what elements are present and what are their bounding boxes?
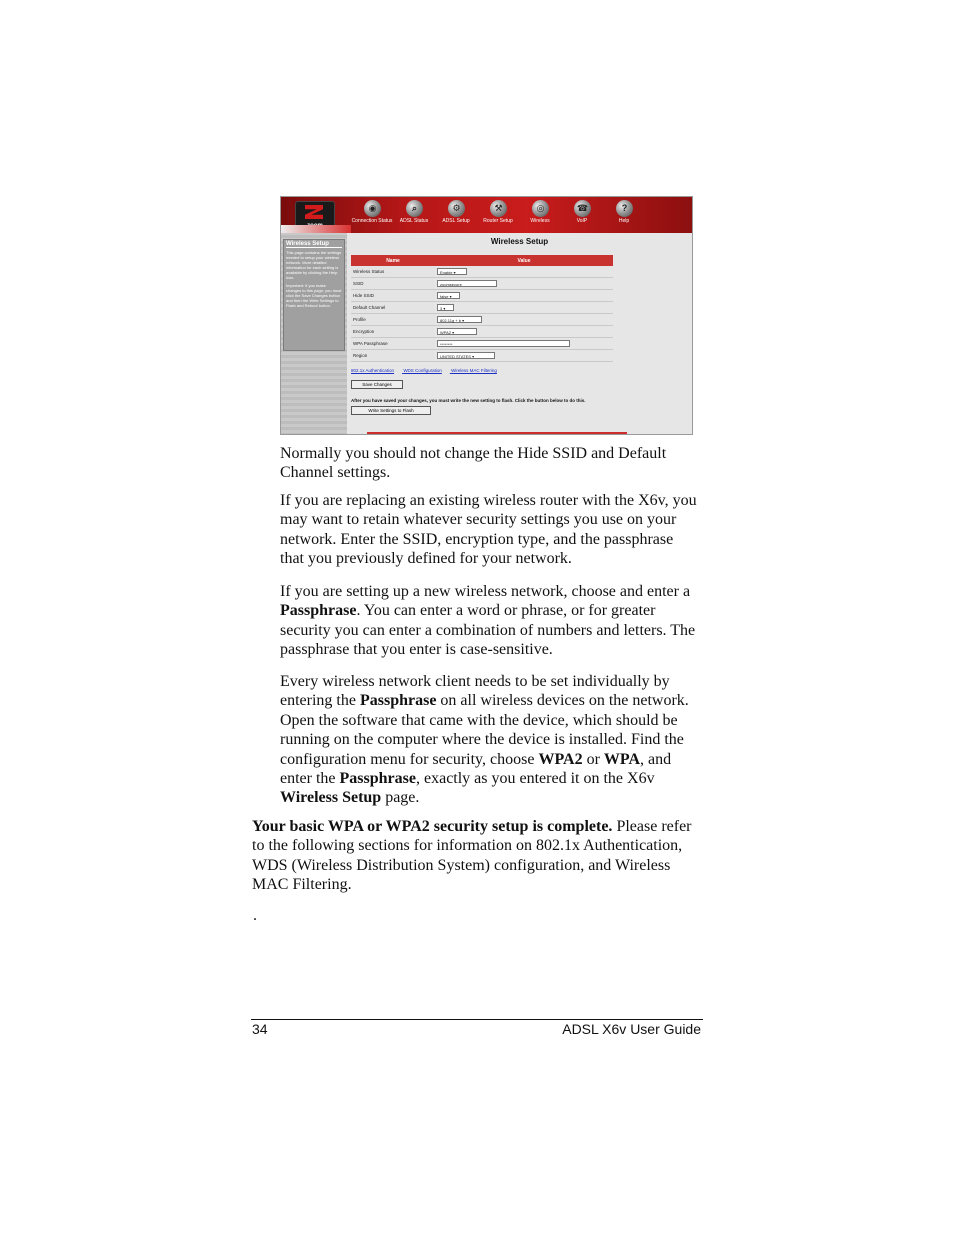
bottom-stripe [367,432,627,434]
bold-passphrase: Passphrase [280,602,357,620]
footer-rule [251,1019,703,1020]
text-run: Every wireless network client needs to be set individually by entering the [280,673,670,710]
row-label: SSID [351,278,435,290]
nav-connection-status[interactable] [351,197,393,233]
row-label: Encryption [351,326,435,338]
adsl-status-icon: ⌕ [406,200,423,217]
nav-adsl-setup[interactable] [435,197,477,233]
nav-label: Wireless [530,218,550,224]
nav-label: Help [618,218,630,224]
sidebar-help-box [283,239,345,351]
router-setup-icon: ⚒ [490,200,507,217]
wireless-setup-screenshot [280,196,693,435]
text-run: Please refer to the following sections for information on 802.1x Authentication, WDS (Wireless Distribution System) configuration, and Wireless MAC Filtering. [252,818,692,894]
mac-filtering-link[interactable]: Wireless MAC Filtering [451,368,497,373]
nav-label: Router Setup [483,218,513,224]
ssid-input[interactable]: zoomsecure [437,280,497,287]
nav-help[interactable] [603,197,645,233]
region-select[interactable]: UNITED STATES ▾ [437,352,495,359]
bold-passphrase: Passphrase [339,770,416,788]
nav-adsl-status[interactable] [393,197,435,233]
header-arrow-bar [281,225,351,233]
adsl-setup-icon: ⚙ [448,200,465,217]
row-label: Profile [351,314,435,326]
paragraph-hide-ssid: Normally you should not change the Hide SSID and Default Channel settings. [280,445,667,482]
text-run: If you are setting up a new wireless network, choose and enter a [280,583,691,600]
router-nav [351,197,645,233]
table-row [351,350,613,362]
router-sidebar [281,233,347,435]
row-label: WPA Passphrase [351,338,435,350]
sidebar-description: This page contains the settings needed to setup your wireless network. More detailed information for each setting is available by clicking the Help icon. [286,250,342,280]
zoom-logo-mark [305,205,323,219]
table-row [351,266,613,278]
table-row [351,338,613,350]
default-channel-select[interactable]: 3 ▾ [437,304,454,311]
auth-link[interactable]: 802.1x Authentication [351,368,395,373]
text-run: , exactly as you entered it on the X6v [415,770,655,788]
save-changes-button[interactable]: Save Changes [351,380,403,389]
table-row [351,302,613,314]
nav-wireless[interactable] [519,197,561,233]
paragraph-replacing-router: If you are replacing an existing wireless router with the X6v, you may want to retain whatever security settings you use on your network. Enter the SSID, encryption type, and the passphrase that you previously defined for your network. [280,492,697,568]
text-run: . You can enter a word or phrase, or for greater security you can enter a combination of numbers and letters. The passphrase that you enter is case-sensitive. [280,602,696,659]
name-column-header: Name [351,255,435,266]
table-row [351,326,613,338]
wireless-status-select[interactable]: Enable ▾ [437,268,467,275]
guide-title: ADSL X6v User Guide [562,1021,701,1037]
encryption-select[interactable]: WPA2 ▾ [437,328,477,335]
bold-wpa2: WPA2 [538,750,583,768]
paragraph-new-network [280,582,700,660]
profile-select[interactable]: 802.11g + b ▾ [437,316,482,323]
bold-setup-complete: Your basic WPA or WPA2 security setup is complete. [252,818,613,835]
page-title: Wireless Setup [490,237,549,246]
hide-ssid-select[interactable]: false ▾ [437,292,460,299]
sidebar-title: Wireless Setup [286,242,342,248]
wpa-passphrase-input[interactable]: ******** [437,340,570,347]
wds-link[interactable]: WDS Configuration [403,368,442,373]
nav-router-setup[interactable] [477,197,519,233]
connection-status-icon: ◉ [364,200,381,217]
nav-label: ADSL Status [399,218,429,224]
wireless-settings-table [351,255,613,362]
row-label: Default Channel [351,302,435,314]
bold-passphrase: Passphrase [359,692,437,710]
router-content [347,233,692,434]
stray-period: . [253,907,257,924]
bold-wireless-setup: Wireless Setup [280,789,382,807]
write-settings-button[interactable]: Write Settings to Flash [351,406,431,415]
row-label: Wireless Status [351,266,435,278]
flash-note: After you have saved your changes, you must write the new setting to flash. Click the button below to do this. [351,398,586,403]
table-row [351,278,613,290]
row-label: Region [351,350,435,362]
nav-label: VoIP [576,218,588,224]
nav-label: Connection Status [351,218,393,224]
router-header [281,197,692,233]
paragraph-setup-complete [252,817,704,895]
table-header-row [351,255,613,266]
sidebar-important: Important: If you make changes to this page, you must click the Save Changes button and then the Write Settings to Flash and Reboot button. [286,283,342,308]
settings-links [351,368,505,373]
nav-label: ADSL Setup [442,218,470,224]
text-run: page. [381,789,420,807]
nav-voip[interactable] [561,197,603,233]
table-row [351,290,613,302]
page-number: 34 [252,1021,268,1037]
row-label: Hide SSID [351,290,435,302]
help-icon: ? [616,200,633,217]
text-run: , and enter the [280,750,672,788]
value-column-header: Value [435,255,613,266]
bold-wpa: WPA [603,750,641,768]
paragraph-client-setup [280,672,700,808]
wireless-icon: ◎ [532,200,549,217]
text-run: or [582,750,604,768]
text-run: on all wireless devices on the network. Open the software that came with the device, which should be running on the computer where the device is installed. Find the configuration menu for security, choose [280,692,689,768]
voip-icon: ☎ [574,200,591,217]
table-row [351,314,613,326]
